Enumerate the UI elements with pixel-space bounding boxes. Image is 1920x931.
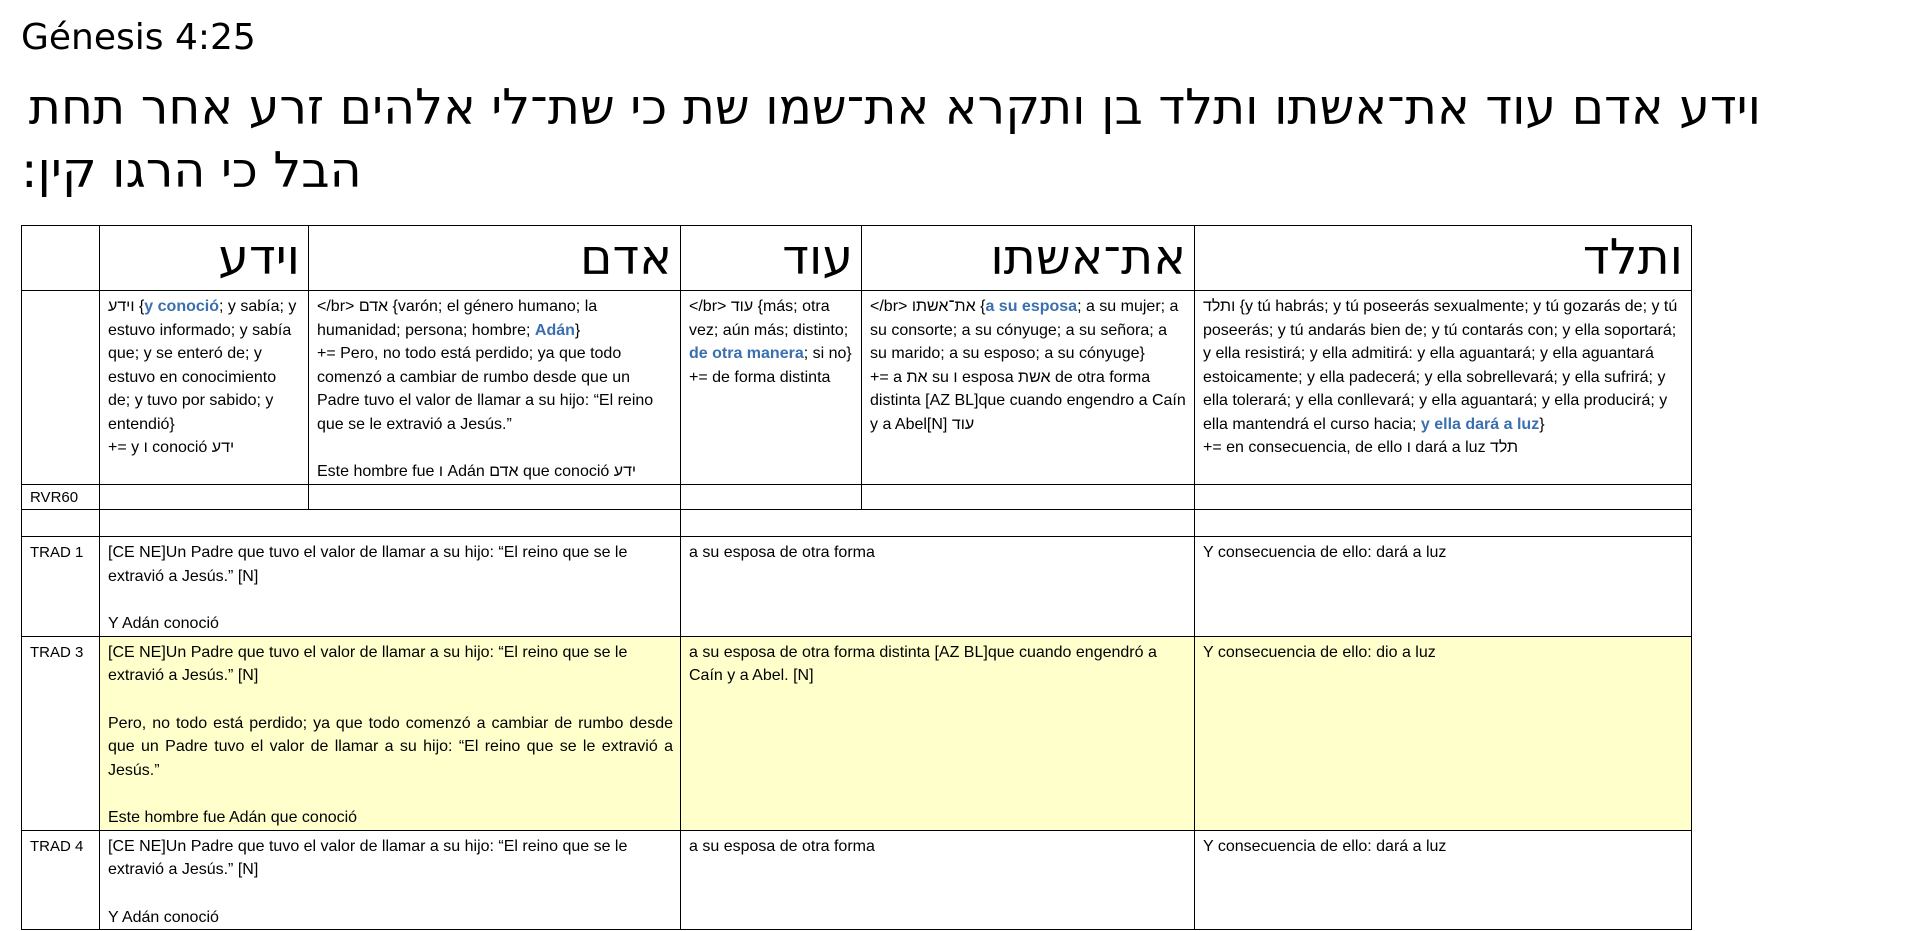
trad-paragraph: Y consecuencia de ello: dará a luz [1203,837,1447,855]
trad-paragraph: Y Adán conoció [108,908,219,926]
trad3-col2 [681,636,1195,830]
definition-highlight: a su esposa [985,298,1078,315]
empty-label-cell [22,291,100,485]
trad-paragraph: a su esposa de otra forma [689,837,875,855]
trad4-col3 [1195,830,1692,930]
rvr60-cell [862,484,1195,510]
trad-paragraph: Pero, no todo está perdido; ya que todo comenzó a cambiar de rumbo desde que un Padre tuvo el valor de llamar a su hijo: “El reino que se le extravió a Jesús.” [108,714,673,779]
definition-pre: </br> את־אשתו { [870,298,986,315]
row-label-trad1: TRAD 1 [22,537,100,637]
hebrew-verse-line-1: וידע אדם עוד את־אשתו ותלד בן ותקרא את־שמו שת כי שת־לי אלהים זרע אחר תחת [28,79,1761,136]
trad-paragraph: a su esposa de otra forma [689,544,875,561]
word-header-vateled: ותלד [1195,226,1692,291]
definition-plus: += a את su ו esposa אשת de otra forma distinta [AZ BL]que cuando engendro a Caín y a Abel[N] עוד [870,368,1186,433]
definition-pre: </br> עוד {más; otra vez; aún más; distinto; [689,298,849,339]
rvr60-row [22,484,1692,510]
definition-text [870,295,1187,366]
definition-vayeda [100,291,309,485]
trad4-col1 [100,830,681,930]
trad3-col1 [100,636,681,830]
definition-post: ; y sabía; y estuvo informado; y sabía que; y se enteró de; y estuvo en conocimiento de; y tuvo por sabido; y entendió} [108,298,297,433]
definition-highlight: y ella dará a luz [1420,415,1540,433]
trad-paragraph: Y Adán conoció [108,615,219,632]
interlinear-table [21,225,1692,930]
definition-adam [309,291,681,485]
definition-highlight: Adán [534,321,575,339]
row-label-trad4: TRAD 4 [22,830,100,930]
definition-text [689,295,854,366]
paragraph-gap [108,782,673,806]
word-header-vayeda: וידע [100,226,309,291]
definition-pre: </br> אדם {varón; el género humano; la humanidad; persona; hombre; [317,298,598,339]
trad4-col2 [681,830,1195,930]
trad-paragraph: a su esposa de otra forma distinta [AZ BL]que cuando engendró a Caín y a Abel. [N] [689,643,1157,684]
definition-plus: += en consecuencia, de ello ו dará a luz תלד [1203,439,1519,456]
rvr60-cell [1195,484,1692,510]
trad-paragraph: Este hombre fue Adán que conoció [108,809,358,826]
definition-text [317,295,673,342]
definition-text [108,295,301,436]
hebrew-verse [21,76,1761,202]
empty-cell [681,510,1195,537]
definitions-row [22,291,1692,485]
rvr60-cell [681,484,862,510]
trad-paragraph: Y consecuencia de ello: dio a luz [1203,643,1436,661]
rvr60-cell [309,484,681,510]
rvr60-cell [100,484,309,510]
definition-post: ; a su mujer; a su consorte; a su cónyuge; a su señora; a su marido; a su esposo; a su cónyuge} [870,298,1179,362]
definition-extra: Este hombre fue ו Adán אדם que conoció ידע [317,463,637,480]
paragraph-gap [108,882,673,906]
definition-vateled [1195,291,1692,485]
trad1-row [22,537,1692,637]
definition-plus: += de forma distinta [689,368,831,386]
trad1-col2 [681,537,1195,637]
definition-post: ; si no} [803,345,852,362]
definition-post: } [1539,415,1545,433]
row-label-rvr60: RVR60 [22,484,100,510]
trad-paragraph: [CE NE]Un Padre que tuvo el valor de llamar a su hijo: “El reino que se le extravió a Jesús.” [N] [108,837,628,878]
definition-highlight: de otra manera [689,345,804,362]
definition-post: } [574,321,581,339]
definition-od [681,291,862,485]
trad1-col1 [100,537,681,637]
definition-highlight: y conoció [144,298,219,315]
paragraph-gap [108,588,673,612]
empty-cell [22,510,100,537]
empty-label-cell [22,226,100,291]
trad4-row [22,830,1692,930]
word-header-ishto: את־אשתו [862,226,1195,291]
empty-cell [1195,510,1692,537]
word-header-od: עוד [681,226,862,291]
empty-cell [100,510,681,537]
trad-paragraph: [CE NE]Un Padre que tuvo el valor de llamar a su hijo: “El reino que se le extravió a Jesús.” [N] [108,643,628,684]
definition-text [1203,295,1684,436]
trad3-col3 [1195,636,1692,830]
paragraph-gap [108,688,673,712]
paragraph-gap [317,436,673,460]
definition-ishto [862,291,1195,485]
word-header-adam: אדם [309,226,681,291]
verse-reference: Génesis 4:25 [21,17,256,58]
empty-row [22,510,1692,537]
trad-paragraph: [CE NE]Un Padre que tuvo el valor de llamar a su hijo: “El reino que se le extravió a Jesús.” [N] [108,544,628,585]
row-label-trad3: TRAD 3 [22,636,100,830]
header-row [22,226,1692,291]
trad-paragraph: Y consecuencia de ello: dará a luz [1203,544,1447,561]
trad1-col3 [1195,537,1692,637]
definition-plus: += y ו conoció ידע [108,439,235,456]
trad3-row [22,636,1692,830]
hebrew-verse-line-2: הבל כי הרגו קין: [21,142,362,199]
definition-plus: += Pero, no todo está perdido; ya que todo comenzó a cambiar de rumbo desde que un Padre tuvo el valor de llamar a su hijo: “El reino que se le extravió a Jesús.” [317,345,654,433]
definition-pre: ותלד {y tú habrás; y tú poseerás sexualmente; y tú gozarás de; y tú poseerás; y tú andarás bien de; y tú contarás con; y ella soportará; y ella resistirá; y ella admitirá: y ella aguantará; y ella aguantará estoicamente; y ella padecerá; y ella sobrellevará; y ella sufrirá; y ella tolerará; y ella conllevará; y ella aguantará; y ella producirá; y ella mantendrá el curso hacia; [1203,298,1678,433]
definition-pre: וידע { [108,298,145,315]
